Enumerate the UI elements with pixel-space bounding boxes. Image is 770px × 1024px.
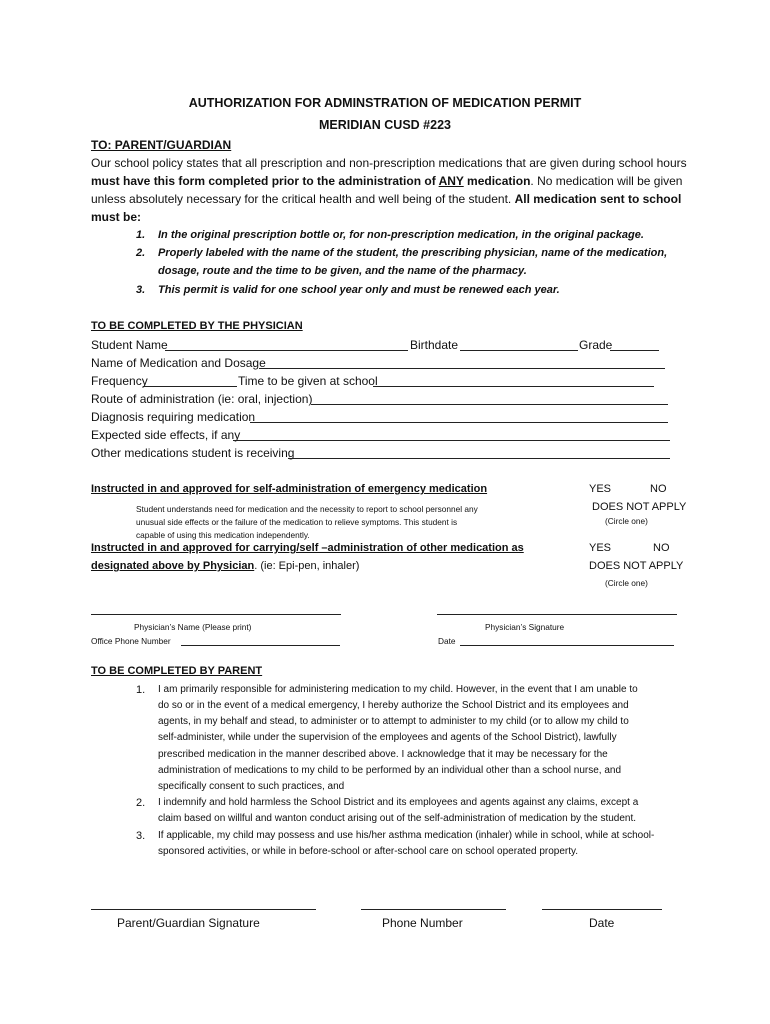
parent-item-2-line-2: claim based on willful and wanton conduct arising out of the self-administration of medication by the student.: [158, 813, 637, 824]
parent-item-1-line-2: do so or in the event of a medical emergency, I hereby authorize the School District and its employees and: [158, 700, 629, 711]
other-meds-field[interactable]: [288, 458, 670, 459]
diagnosis-field[interactable]: [250, 422, 668, 423]
parent-item-2-num: 2.: [136, 797, 146, 809]
parent-item-2-line-1: I indemnify and hold harmless the School District and its employees and agents against any claims, except a: [158, 797, 639, 808]
parent-signature-label: Parent/Guardian Signature: [117, 916, 260, 930]
carry-does-not-apply[interactable]: DOES NOT APPLY: [589, 560, 684, 572]
intro-line-4: must be:: [91, 210, 142, 224]
parent-item-1-num: 1.: [136, 684, 146, 696]
parent-item-3-num: 3.: [136, 830, 146, 842]
parent-item-1-line-4: self-administer, while under the supervision of the employees and agents of the School District), lawfully: [158, 732, 617, 743]
parent-item-1-line-7: specifically consent to such practices, and: [158, 781, 345, 792]
intro-necessity: unless absolutely necessary for the critical health and well being of the student.: [91, 192, 515, 206]
intro-any: ANY: [438, 174, 464, 188]
to-heading: TO: PARENT/GUARDIAN: [91, 138, 232, 152]
carry-circle-one: (Circle one): [605, 578, 648, 588]
physician-signature-label: Physician’s Signature: [485, 622, 565, 632]
carry-yes[interactable]: YES: [589, 542, 612, 554]
self-admin-note-1: Student understands need for medication and the necessity to report to school personnel any: [136, 504, 478, 514]
rule-2-num: 2.: [136, 247, 146, 259]
grade-field[interactable]: [610, 350, 659, 351]
route-label: Route of administration (ie: oral, injection): [91, 392, 313, 406]
carry-designated: designated above by Physician: [91, 560, 255, 572]
parent-date-field[interactable]: [542, 909, 662, 910]
side-effects-field[interactable]: [233, 440, 670, 441]
time-given-label: Time to be given at school: [238, 374, 378, 388]
parent-phone-label: Phone Number: [382, 916, 463, 930]
parent-item-1-line-1: I am primarily responsible for administering medication to my child. However, in the event that I am unable to: [158, 684, 638, 695]
physician-name-label: Physician’s Name (Please print): [134, 622, 252, 632]
intro-bold-requirement: must have this form completed prior to the administration of: [91, 174, 439, 188]
carry-heading-1: Instructed in and approved for carrying/self –administration of other medication as: [91, 542, 524, 554]
intro-medication: medication: [463, 174, 531, 188]
time-given-field[interactable]: [373, 386, 654, 387]
self-admin-note-3: capable of using this medication independently.: [136, 530, 310, 540]
physician-name-field[interactable]: [91, 614, 341, 615]
student-name-label: Student Name: [91, 338, 168, 352]
intro-no-medication: . No medication will be given: [530, 174, 683, 188]
rule-1-num: 1.: [136, 229, 146, 241]
parent-item-1-line-5: prescribed medication in the manner described above. I acknowledge that it may be necessary for the: [158, 749, 608, 760]
intro-line-1: Our school policy states that all prescription and non-prescription medications that are given during school hours: [91, 156, 687, 170]
carry-no[interactable]: NO: [653, 542, 670, 554]
parent-heading: TO BE COMPLETED BY PARENT: [91, 665, 263, 677]
frequency-field[interactable]: [143, 386, 237, 387]
route-field[interactable]: [311, 404, 668, 405]
parent-signature-field[interactable]: [91, 909, 316, 910]
intro-line-3: [91, 192, 681, 206]
self-admin-no[interactable]: NO: [650, 483, 667, 495]
birthdate-field[interactable]: [460, 350, 578, 351]
birthdate-label: Birthdate: [410, 338, 459, 352]
parent-item-1-line-3: agents, in my behalf and stead, to administer or to attempt to administer to my child (or to allow my child to: [158, 716, 629, 727]
self-admin-circle-one: (Circle one): [605, 516, 648, 526]
medication-name-field[interactable]: [259, 368, 665, 369]
district-name: MERIDIAN CUSD #223: [319, 118, 451, 132]
parent-phone-field[interactable]: [361, 909, 506, 910]
parent-item-3-line-1: If applicable, my child may possess and use his/her asthma medication (inhaler) while in school, while at school-: [158, 830, 655, 841]
diagnosis-label: Diagnosis requiring medication: [91, 410, 256, 424]
rule-3-num: 3.: [136, 284, 146, 296]
physician-date-field[interactable]: [460, 645, 674, 646]
carry-heading-2: [91, 560, 359, 572]
office-phone-label: Office Phone Number: [91, 636, 171, 646]
parent-item-1-line-6: administration of medications to my child to be performed by an individual other than a school nurse, and: [158, 765, 622, 776]
intro-line-2: [91, 174, 682, 188]
physician-date-label: Date: [438, 636, 456, 646]
frequency-label: Frequency: [91, 374, 148, 388]
self-admin-yes[interactable]: YES: [589, 483, 612, 495]
other-meds-label: Other medications student is receiving: [91, 446, 295, 460]
self-admin-note-2: unusual side effects or the failure of the medication to relieve symptoms. This student is: [136, 517, 458, 527]
physician-signature-field[interactable]: [437, 614, 677, 615]
parent-date-label: Date: [589, 916, 615, 930]
self-admin-heading: Instructed in and approved for self-administration of emergency medication: [91, 483, 488, 495]
rule-3-text: This permit is valid for one school year only and must be renewed each year.: [158, 284, 560, 296]
side-effects-label: Expected side effects, if any: [91, 428, 241, 442]
rule-1-text: In the original prescription bottle or, for non-prescription medication, in the original package.: [158, 229, 644, 241]
office-phone-field[interactable]: [181, 645, 340, 646]
self-admin-does-not-apply[interactable]: DOES NOT APPLY: [592, 501, 687, 513]
rule-2-text-2: dosage, route and the time to be given, and the name of the pharmacy.: [158, 265, 527, 277]
intro-all-medication: All medication sent to school: [514, 192, 682, 206]
physician-heading: TO BE COMPLETED BY THE PHYSICIAN: [91, 320, 303, 332]
medication-name-label: Name of Medication and Dosage: [91, 356, 266, 370]
parent-item-3-line-2: sponsored activities, or while in before-school or after-school care on school operated property.: [158, 846, 579, 857]
grade-label: Grade: [579, 338, 613, 352]
form-title: AUTHORIZATION FOR ADMINSTRATION OF MEDICATION PERMIT: [188, 96, 582, 110]
carry-example: . (ie: Epi-pen, inhaler): [254, 560, 360, 572]
student-name-field[interactable]: [165, 350, 408, 351]
rule-2-text-1: Properly labeled with the name of the student, the prescribing physician, name of the medication,: [158, 247, 668, 259]
